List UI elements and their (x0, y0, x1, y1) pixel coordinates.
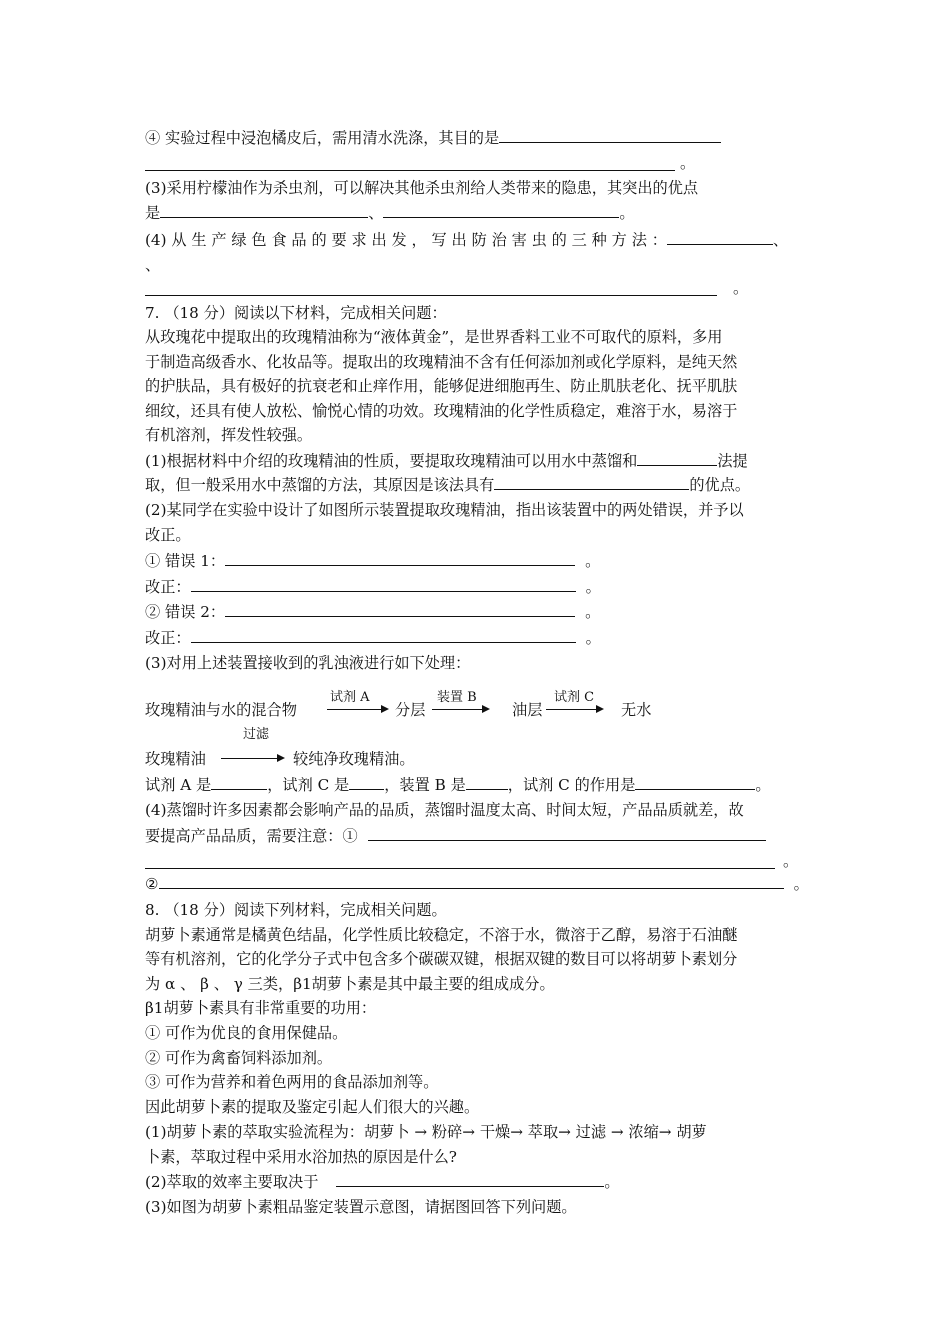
flow-start: 玫瑰精油与水的混合物 (145, 701, 297, 719)
label-reagent-a: 试剂 A (330, 690, 370, 705)
answer-blank[interactable] (349, 775, 384, 790)
arrow-right-icon (327, 709, 387, 710)
flow-layer: 分层 (395, 701, 426, 719)
paragraph-line: 因此胡萝卜素的提取及鉴定引起人们很大的兴趣。 (145, 1098, 480, 1116)
answer-blank[interactable] (159, 874, 784, 889)
question-7-heading: 7. （18 分）阅读以下材料，完成相关问题： (145, 304, 447, 322)
line-q7-1b: 取，但一般采用水中蒸馏的方法，其原因是该法具有 的优点。 (145, 476, 751, 494)
line-q8-1b: 卜素，萃取过程中采用水浴加热的原因是什么? (145, 1148, 457, 1166)
label-device-b: 装置 B (437, 690, 477, 705)
line-fix-1: 改正： 。 (145, 578, 601, 596)
paragraph-line: 为 α 、 β 、 γ 三类，β1胡萝卜素是其中最主要的组成成分。 (145, 975, 555, 993)
answer-blank[interactable] (336, 1172, 604, 1187)
answer-blank[interactable] (637, 451, 717, 466)
flow-pure-oil: 较纯净玫瑰精油。 (293, 750, 415, 768)
line-q7-2: (2)某同学在实验中设计了如图所示装置提取玫瑰精油，指出该装置中的两处错误，并予以 (145, 501, 744, 519)
line-fix-2: 改正： 。 (145, 629, 601, 647)
line-q7-3-answers: 试剂 A 是 ，试剂 C 是 ，装置 B 是 ，试剂 C 的作用是 。 (145, 776, 771, 794)
answer-blank[interactable] (191, 628, 576, 643)
line-q8-2: (2)萃取的效率主要取决于 。 (145, 1173, 620, 1191)
question-8-heading: 8. （18 分）阅读下列材料，完成相关问题。 (145, 901, 447, 919)
paragraph-line: 于制造高级香水、化妆品等。提取出的玫瑰精油不含有任何添加剂或化学原料，是纯天然 (145, 353, 738, 371)
line-q7-1: (1)根据材料中介绍的玫瑰精油的性质，要提取玫瑰精油可以用水中蒸馏和 法提 (145, 452, 748, 470)
line-q7-4: (4)蒸馏时许多因素都会影响产品的品质，蒸馏时温度太高、时间太短，产品品质就差，故 (145, 801, 744, 819)
arrow-right-icon (546, 709, 602, 710)
line-q6-3: (3)采用柠檬油作为杀虫剂，可以解决其他杀虫剂给人类带来的隐患，其突出的优点 (145, 179, 699, 197)
paragraph-line: 有机溶剂，挥发性较强。 (145, 426, 313, 444)
answer-rule[interactable] (145, 170, 675, 171)
answer-blank[interactable] (225, 602, 575, 617)
answer-blank[interactable] (225, 551, 575, 566)
line-error-2: ② 错误 2： 。 (145, 603, 601, 621)
arrow-right-icon (221, 758, 283, 759)
answer-blank[interactable] (499, 128, 721, 143)
answer-blank[interactable] (191, 577, 576, 592)
line-q7-4b: 要提高产品品质，需要注意：① (145, 826, 766, 846)
arrow-right-icon (432, 709, 488, 710)
list-item: ② 可作为禽畜饲料添加剂。 (145, 1049, 333, 1067)
answer-blank[interactable] (211, 775, 267, 790)
line-q8-1: (1)胡萝卜素的萃取实验流程为：胡萝卜 → 粉碎→ 干燥→ 萃取→ 过滤 → 浓缩→ 胡萝 (145, 1123, 707, 1141)
line-q8-3: (3)如图为胡萝卜素粗品鉴定装置示意图，请据图回答下列问题。 (145, 1198, 577, 1216)
paragraph-line: 等有机溶剂，它的化学分子式中包含多个碳碳双键，根据双键的数目可以将胡萝卜素划分 (145, 950, 738, 968)
label-reagent-c: 试剂 C (554, 690, 595, 705)
list-item: ③ 可作为营养和着色两用的食品添加剂等。 (145, 1073, 439, 1091)
label-filter: 过滤 (243, 727, 270, 742)
line-q7-4d: ② 。 (145, 875, 809, 893)
answer-blank[interactable] (383, 203, 619, 218)
answer-rule[interactable] (145, 868, 775, 869)
flow-rose-oil: 玫瑰精油 (145, 750, 206, 768)
line-error-1: ① 错误 1： 。 (145, 552, 601, 570)
flow-oil: 油层 (512, 701, 543, 719)
answer-blank[interactable] (667, 230, 773, 245)
list-item: ① 可作为优良的食用保健品。 (145, 1024, 348, 1042)
line-q7-3: (3)对用上述装置接收到的乳浊液进行如下处理： (145, 654, 471, 672)
line-q6-4: (4) 从 生 产 绿 色 食 品 的 要 求 出 发 ， 写 出 防 治 害 虫 的 三 种 方 法 ： 、 (145, 231, 789, 249)
answer-blank[interactable] (494, 475, 689, 490)
answer-blank[interactable] (466, 775, 508, 790)
paragraph-line: 胡萝卜素通常是橘黄色结晶，化学性质比较稳定，不溶于水，微溶于乙醇，易溶于石油醚 (145, 926, 738, 944)
paragraph-line: 细纹，还具有使人放松、愉悦心情的功效。玫瑰精油的化学性质稳定，难溶于水，易溶于 (145, 402, 738, 420)
line-q6-3-answers: 是 、 。 (145, 204, 635, 222)
paragraph-line: 从玫瑰花中提取出的玫瑰精油称为“液体黄金”，是世界香料工业不可取代的原料，多用 (145, 328, 723, 346)
paragraph-line: 的护肤品，具有极好的抗衰老和止痒作用，能够促进细胞再生、防止肌肤老化、抚平肌肤 (145, 377, 738, 395)
answer-blank[interactable] (160, 203, 368, 218)
line-q6-2-4: ④ 实验过程中浸泡橘皮后，需用清水洗涤，其目的是 (145, 128, 721, 148)
answer-rule[interactable] (145, 295, 717, 296)
answer-blank[interactable] (635, 775, 755, 790)
flow-nowater: 无水 (621, 701, 652, 719)
paragraph-line: β1胡萝卜素具有非常重要的功用： (145, 999, 377, 1017)
answer-blank[interactable] (368, 826, 766, 841)
